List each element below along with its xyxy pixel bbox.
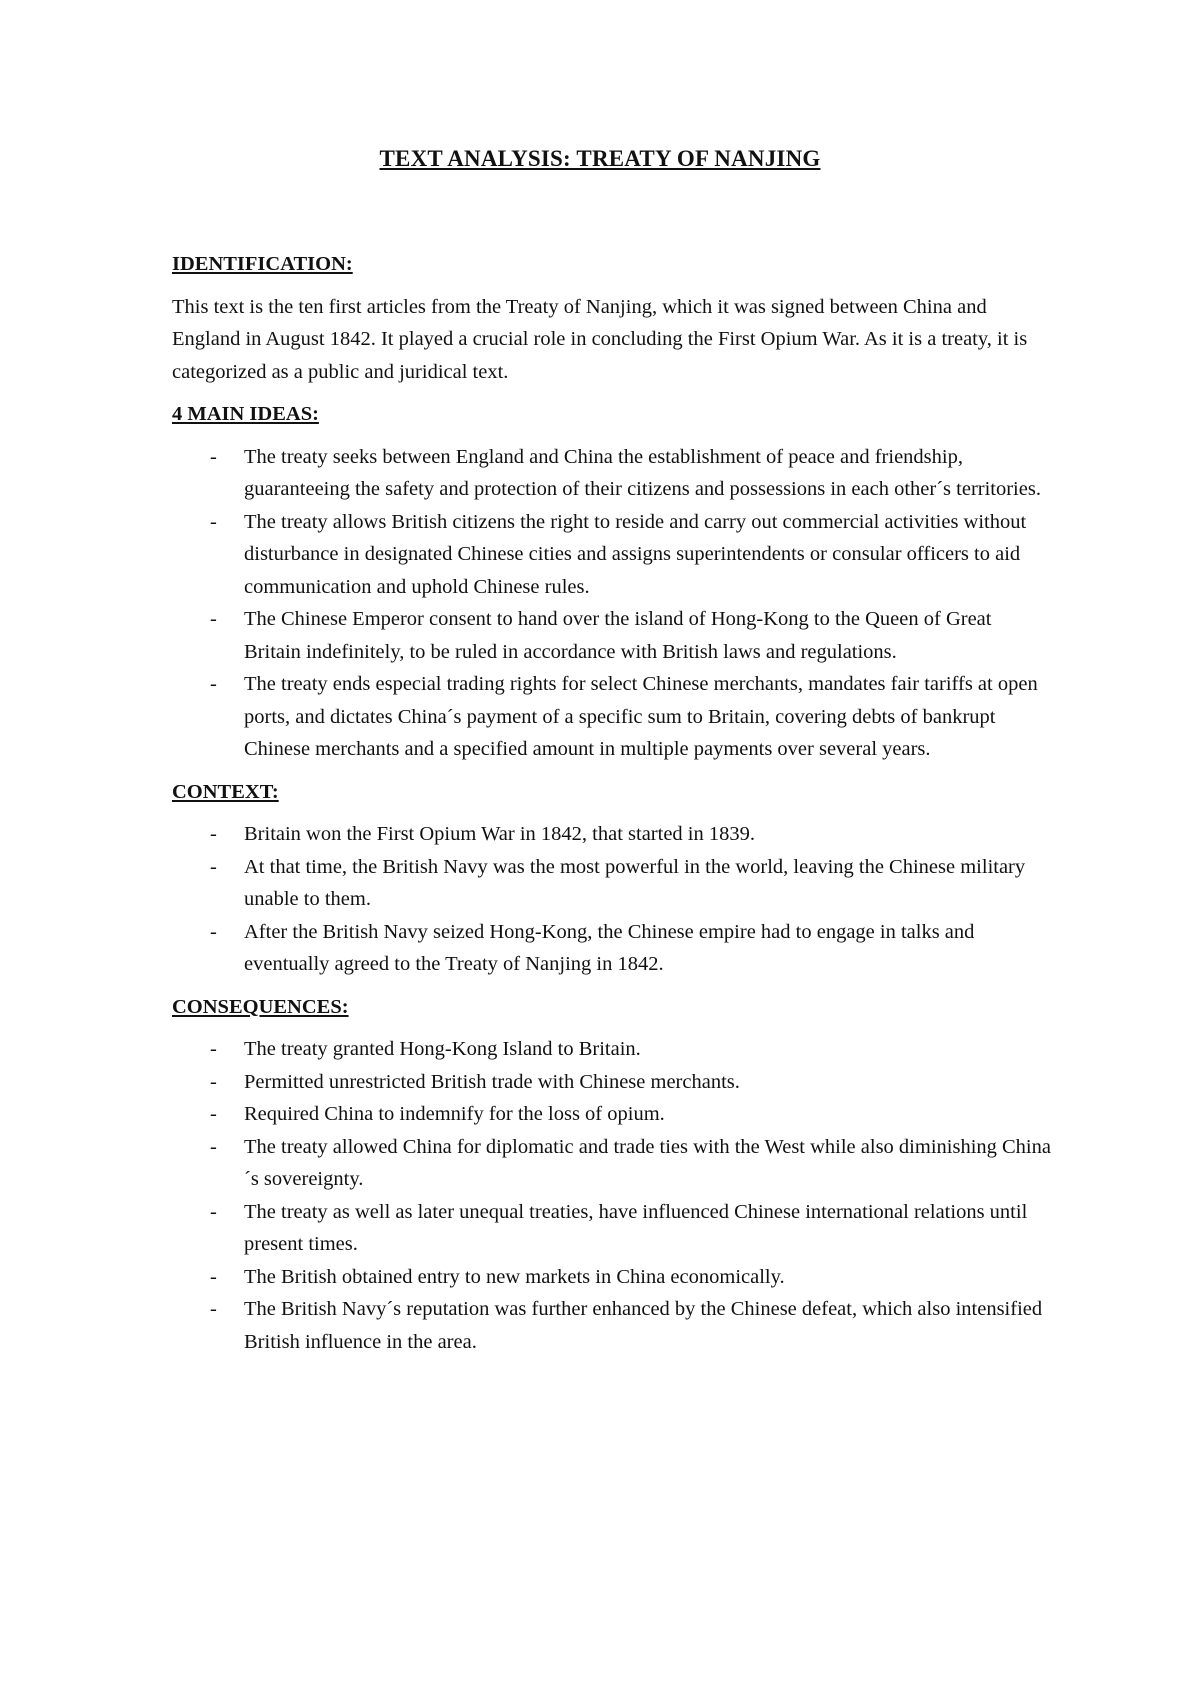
list-item bbox=[172, 818, 1052, 851]
dash-bullet: - bbox=[210, 855, 217, 878]
list-item bbox=[172, 1033, 1052, 1066]
list-item-text: The British obtained entry to new markets in China economically. bbox=[244, 1265, 785, 1288]
list-item bbox=[172, 1196, 1052, 1261]
identification-heading: IDENTIFICATION: bbox=[172, 253, 353, 275]
dash-bullet: - bbox=[210, 1298, 217, 1320]
consequences-heading: CONSEQUENCES: bbox=[172, 995, 349, 1018]
list-item bbox=[172, 668, 1052, 766]
list-item-text: The treaty as well as later unequal treaties, have influenced Chinese international relations until present times. bbox=[244, 1200, 1028, 1255]
list-item bbox=[172, 1261, 1052, 1294]
document-title: TEXT ANALYSIS: TREATY OF NANJING bbox=[379, 146, 821, 171]
context-heading: CONTEXT: bbox=[172, 780, 279, 803]
list-item bbox=[172, 441, 1052, 506]
list-item bbox=[172, 1131, 1052, 1196]
dash-bullet: - bbox=[210, 1200, 217, 1223]
list-item-text: The treaty allowed China for diplomatic and trade ties with the West while also diminishing China´s sovereignty. bbox=[244, 1135, 1051, 1190]
list-item bbox=[172, 1293, 1052, 1358]
list-item bbox=[172, 1098, 1052, 1131]
main-ideas-heading: 4 MAIN IDEAS: bbox=[172, 403, 319, 425]
list-item bbox=[172, 851, 1052, 916]
list-item bbox=[172, 603, 1052, 668]
list-item-text: The treaty granted Hong-Kong Island to Britain. bbox=[244, 1038, 641, 1060]
list-item-text: The treaty ends especial trading rights for select Chinese merchants, mandates fair tariffs at open ports, and dictates China´s payment of a specific sum to Britain, covering debts of bankrupt Chinese merchants and a specified amount in multiple payments over several years. bbox=[244, 673, 1038, 760]
document-body bbox=[172, 248, 1052, 1368]
dash-bullet: - bbox=[210, 510, 217, 533]
dash-bullet: - bbox=[210, 1070, 217, 1093]
dash-bullet: - bbox=[210, 1038, 217, 1060]
list-item-text: Britain won the First Opium War in 1842, that started in 1839. bbox=[244, 823, 755, 845]
dash-bullet: - bbox=[210, 1103, 217, 1125]
dash-bullet: - bbox=[210, 823, 217, 845]
list-item-text: After the British Navy seized Hong-Kong, the Chinese empire had to engage in talks and eventually agreed to the Treaty of Nanjing in 1842. bbox=[244, 920, 975, 975]
identification-paragraph: This text is the ten first articles from the Treaty of Nanjing, which it was signed between China and England in August 1842. It played a crucial role in concluding the First Opium War. As it is a treaty, it is categorized as a public and juridical text. bbox=[172, 295, 1028, 383]
dash-bullet: - bbox=[210, 1135, 217, 1158]
dash-bullet: - bbox=[210, 445, 217, 468]
dash-bullet: - bbox=[210, 920, 217, 943]
context-list bbox=[172, 818, 1052, 981]
dash-bullet: - bbox=[210, 673, 217, 695]
list-item-text: The treaty allows British citizens the right to reside and carry out commercial activities without disturbance in designated Chinese cities and assigns superintendents or consular officers to aid communication and uphold Chinese rules. bbox=[244, 510, 1027, 598]
main-ideas-list bbox=[172, 441, 1052, 766]
list-item bbox=[172, 916, 1052, 981]
list-item-text: At that time, the British Navy was the most powerful in the world, leaving the Chinese military unable to them. bbox=[244, 855, 1026, 910]
list-item-text: The treaty seeks between England and China the establishment of peace and friendship, guaranteeing the safety and protection of their citizens and possessions in each other´s territories. bbox=[244, 445, 1041, 500]
list-item-text: Required China to indemnify for the loss of opium. bbox=[244, 1103, 665, 1125]
list-item-text: The Chinese Emperor consent to hand over the island of Hong-Kong to the Queen of Great Britain indefinitely, to be ruled in accordance with British laws and regulations. bbox=[244, 608, 992, 663]
list-item bbox=[172, 506, 1052, 604]
consequences-list bbox=[172, 1033, 1052, 1358]
list-item bbox=[172, 1066, 1052, 1099]
dash-bullet: - bbox=[210, 1265, 217, 1288]
list-item-text: The British Navy´s reputation was further enhanced by the Chinese defeat, which also intensified British influence in the area. bbox=[244, 1298, 1043, 1353]
dash-bullet: - bbox=[210, 608, 217, 630]
list-item-text: Permitted unrestricted British trade with Chinese merchants. bbox=[244, 1070, 740, 1093]
